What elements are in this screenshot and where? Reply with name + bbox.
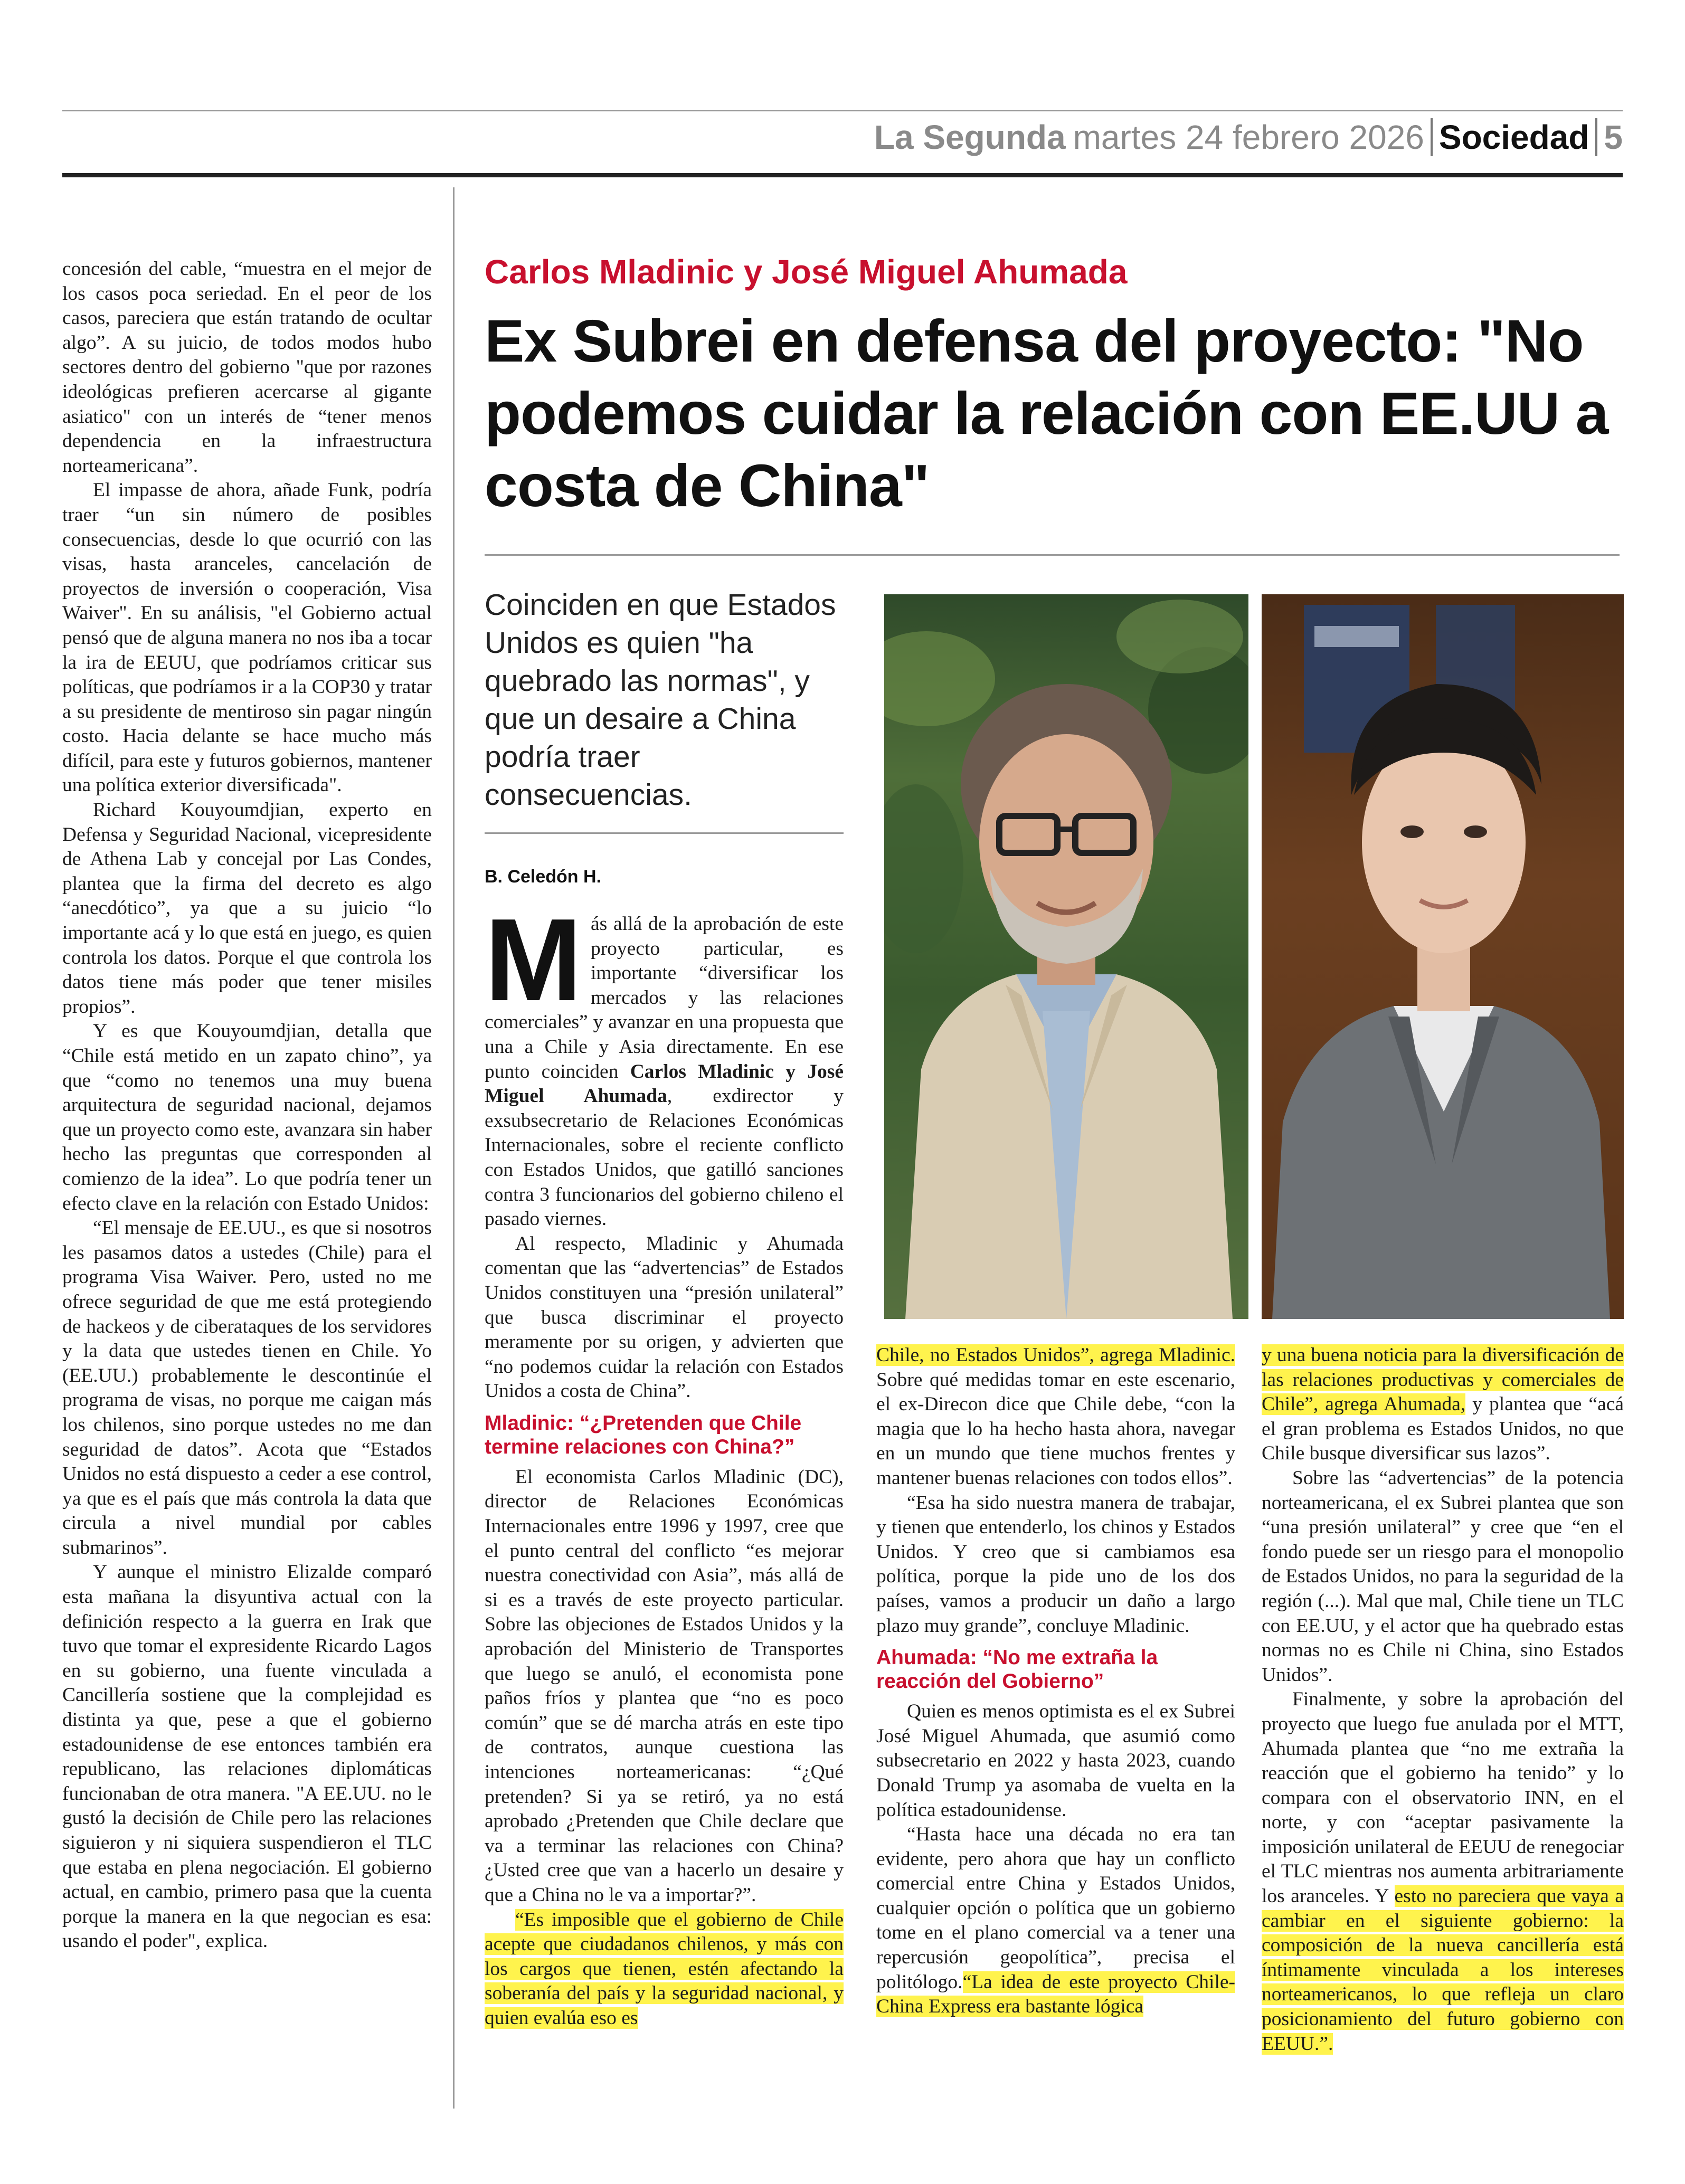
headline: Ex Subrei en defensa del proyecto: "No podemos cuidar la relación con EE.UU a costa de China" (485, 308, 1608, 519)
masthead-separator (1431, 118, 1433, 156)
article-column-4 (1262, 1343, 1624, 2056)
paragraph (876, 1822, 1235, 2019)
highlighted-quote (485, 1908, 844, 2031)
top-thin-rule (62, 110, 1623, 111)
paragraph: “Esa ha sido nuestra manera de trabajar, y tienen que entenderlo, los chinos y Estados Unidos. Y creo que si cambiamos esa política, porque la pide uno de los dos países, vamos a producir un daño a largo plazo muy grande”, concluye Mladinic. (876, 1492, 1235, 1637)
highlight: y una buena noticia para la diversificación de las relaciones productivas y comerciales de Chile”, agrega Ahumada, (1262, 1344, 1624, 1416)
section-name: Sociedad (1438, 118, 1589, 156)
headline-rule (485, 554, 1620, 556)
paragraph: Y es que Kouyoumdjian, detalla que “Chile está metido en un zapato chino”, ya que “como no tenemos una muy buena arquitectura de seguridad nacional, dejamos que un proyecto como este, avanzara sin haber hecho las preguntas que corresponden al comienzo de la idea”. Lo que podría tener un efecto clave en la relación con Estado Unidos: (62, 1020, 432, 1214)
issue-date: martes 24 febrero 2026 (1073, 118, 1424, 156)
paragraph: concesión del cable, “muestra en el mejor de los casos poca seriedad. En el peor de los casos, pareciera que están tratando de ocultar algo”. A su juicio, de todos modos hubo sectores dentro del gobierno "que por razones ideológicas prefieren acercarse al gigante asiatico" con un interés de “tener menos dependencia en la infraestructura norteamericana”. (62, 258, 432, 477)
photo-ahumada (1262, 594, 1624, 1319)
photo-mladinic (884, 594, 1248, 1319)
person-illustration (884, 594, 1248, 1319)
paragraph: Y aunque el ministro Elizalde comparó esta mañana la disyuntiva actual con la definición respecto a la guerra en Irak que tuvo que tomar el expresidente Ricardo Lagos en su gobierno, una fuente vinculada a Cancillería sostiene que la complejidad es distinta ya que, pese a que el gobierno estadounidense de ese entonces también era republicano, las relaciones diplomáticas funcionaban de otra manera. "A EE.UU. no le gustó la decisión de Chile pero las relaciones siguieron y ni siquiera suspendieron el TLC que estaba en plena negociación. El gobierno actual, en cambio, primero pasa que la cuenta porque la manera en la que negocian es esa: usando el poder", explica. (62, 1561, 432, 1952)
subheading-ahumada: Ahumada: “No me extraña la reacción del Gobierno” (876, 1646, 1158, 1693)
article-column-3 (876, 1343, 1235, 2019)
lead-paragraph (485, 895, 844, 1232)
paragraph (876, 1343, 1235, 1491)
paragraph: Richard Kouyoumdjian, experto en Defensa y Seguridad Nacional, vicepresidente de Athena Lab y concejal por Las Condes, plantea que la firma del decreto es algo “anecdótico”, ya que a su juicio “lo importante acá y lo que está en juego, es quien controla los datos. Porque el que controla los datos tiene más poder que tener misiles propios”. (62, 799, 432, 1018)
interviewee-names: Carlos Mladinic y José Miguel Ahumada (485, 1060, 844, 1107)
paragraph: Sobre las “advertencias” de la potencia norteamericana, el ex Subrei plantea que son “una presión unilateral” y cree que “en el fondo puede ser un riesgo para el monopolio de Estados Unidos, no para la seguridad de la región (...). Mal que mal, Chile tiene un TLC con EE.UU, y el actor que ha quebrado estas normas no es Chile ni China, sino Estados Unidos”. (1262, 1467, 1624, 1686)
deck: Coinciden en que Estados Unidos es quien "ha quebrado las normas", y que un desaire a China podría traer consecuencias. (485, 588, 836, 812)
masthead (874, 113, 1623, 161)
paragraph: Al respecto, Mladinic y Ahumada comentan que las “advertencias” de Estados Unidos constituyen una “presión unilateral” que busca discriminar el proyecto meramente por su origen, y advierten que “no podemos cuidar la relación con Estados Unidos a costa de China”. (485, 1232, 844, 1402)
masthead-rule (62, 173, 1623, 177)
lead-text: ás allá de la aprobación de este proyecto particular, es importante “diversificar los mercados y las relaciones comerciales” y avanzar en una propuesta que una a Chile y Asia directamente. En ese punto coinciden (485, 913, 844, 1082)
person-illustration (1262, 594, 1624, 1319)
highlight: esto no pareciera que vaya a cambiar en el siguiente gobierno: la composición de la nueva cancillería está íntimamente vinculada a los intereses norteamericanos, lo que refleja un claro posicionamiento del futuro gobierno con EEUU.”. (1262, 1885, 1624, 2055)
column-divider (453, 187, 455, 2109)
paragraph (1262, 1343, 1624, 1466)
paper-name: La Segunda (874, 118, 1066, 156)
drop-cap: M (485, 895, 582, 1025)
paragraph: El impasse de ahora, añade Funk, podría traer “un sin número de posibles consecuencias, desde lo que ocurrió con las visas, hasta aranceles, cancelación de proyectos de inversión o cooperación, Visa Waiver". En su análisis, "el Gobierno actual pensó que de alguna manera no nos iba a tocar la ira de EEUU, que podríamos criticar sus políticas, que podríamos ir a la COP30 y tratar a su presidente de mentiroso sin pagar ningún costo. Hacia delante se hace mucho más difícil, para este y futuros gobiernos, mantener una política exterior diversificada". (62, 479, 432, 796)
paragraph: “El mensaje de EE.UU., es que si nosotros les pasamos datos a ustedes (Chile) para el programa Visa Waiver. Pero, usted no me ofrece seguridad de que me está protegiendo de hackeos y de ciberataques de los servidores y la data que ustedes tienen en Chile. Yo (EE.UU.) probablemente le descontinúe el programa de visas, no porque me caigan más los chilenos, sino porque ustedes no me dan seguridad de datos”. Acota que “Estados Unidos no está dispuesto a ceder a ese control, ya que es el país que más controla la data que circula a nivel mundial por cables submarinos”. (62, 1217, 432, 1559)
masthead-separator (1595, 118, 1597, 156)
paragraph: Quien es menos optimista es el ex Subrei José Miguel Ahumada, que asumió como subsecretario en 2022 y hasta 2023, cuando Donald Trump ya asomaba de vuelta en la política estadounidense. (876, 1701, 1235, 1821)
deck-rule (485, 832, 844, 834)
paragraph-text: Sobre qué medidas tomar en este escenario, el ex-Direcon dice que Chile debe, “con la magia que lo ha hecho hasta ahora, navegar en un mundo que tiene muchos frentes y mantener buenas relaciones con todos ellos”. (876, 1369, 1235, 1489)
paragraph-text: y plantea que “acá el gran problema es Estados Unidos, no que Chile busque diversificar sus lazos”. (1262, 1393, 1624, 1465)
paragraph-text: “Hasta hace una década no era tan evidente, pero ahora que hay un conflicto comercial entre China y Estados Unidos, cualquier opción o política que un gobierno tome en el plano comercial va a tener una repercusión geopolítica”, precisa el politólogo. (876, 1824, 1235, 1993)
paragraph (1262, 1687, 1624, 2056)
article-column-2 (485, 895, 844, 2031)
lead-text: , exdirector y exsubsecretario de Relaciones Económicas Internacionales, sobre el reciente conflicto con Estados Unidos, que gatilló sanciones contra 3 funcionarios del gobierno chileno el pasado viernes. (485, 1085, 844, 1230)
kicker: Carlos Mladinic y José Miguel Ahumada (485, 253, 1128, 291)
highlight: Chile, no Estados Unidos”, agrega Mladinic. (876, 1344, 1235, 1366)
paragraph-text: Finalmente, y sobre la aprobación del proyecto que luego fue anulada por el MTT, Ahumada plantea que “no me extraña la reacción que el gobierno ha tenido” y lo compara con el observatorio INN, en el norte, y con “aceptar pasivamente la imposición unilateral de EEUU de renegociar el TLC mientras nos aumenta arbitrariamente los aranceles. Y (1262, 1688, 1624, 1907)
subheading-mladinic: Mladinic: “¿Pretenden que Chile termine relaciones con China?” (485, 1411, 802, 1458)
page-number: 5 (1604, 118, 1623, 156)
highlight: “La idea de este proyecto Chile-China Express era bastante lógica (876, 1971, 1235, 2018)
highlight: “Es imposible que el gobierno de Chile acepte que ciudadanos chilenos, y más con los cargos que tienen, estén afectando la soberanía del país y la seguridad nacional, y quien evalúa eso es (485, 1908, 844, 2029)
byline: B. Celedón H. (485, 867, 602, 887)
left-column-text (62, 257, 432, 1954)
paragraph: El economista Carlos Mladinic (DC), director de Relaciones Económicas Internacionales entre 1996 y 1997, cree que el punto central del conflicto “es mejorar nuestra conectividad con Asia”, más allá de si es a través de este proyecto particular. Sobre las objeciones de Estados Unidos y la aprobación del Ministerio de Transportes que luego se anuló, el economista pone paños fríos y plantea que “no es poco común” que se dé marcha atrás en este tipo de contratos, aunque cuestiona las intenciones norteamericanas: “¿Qué pretenden? Si ya se retiró, ya no está aprobado ¿Pretenden que Chile declare que va a terminar las relaciones con China? ¿Usted cree que van a hacerlo un desaire y que a China no le va a importar?”. (485, 1466, 844, 1906)
